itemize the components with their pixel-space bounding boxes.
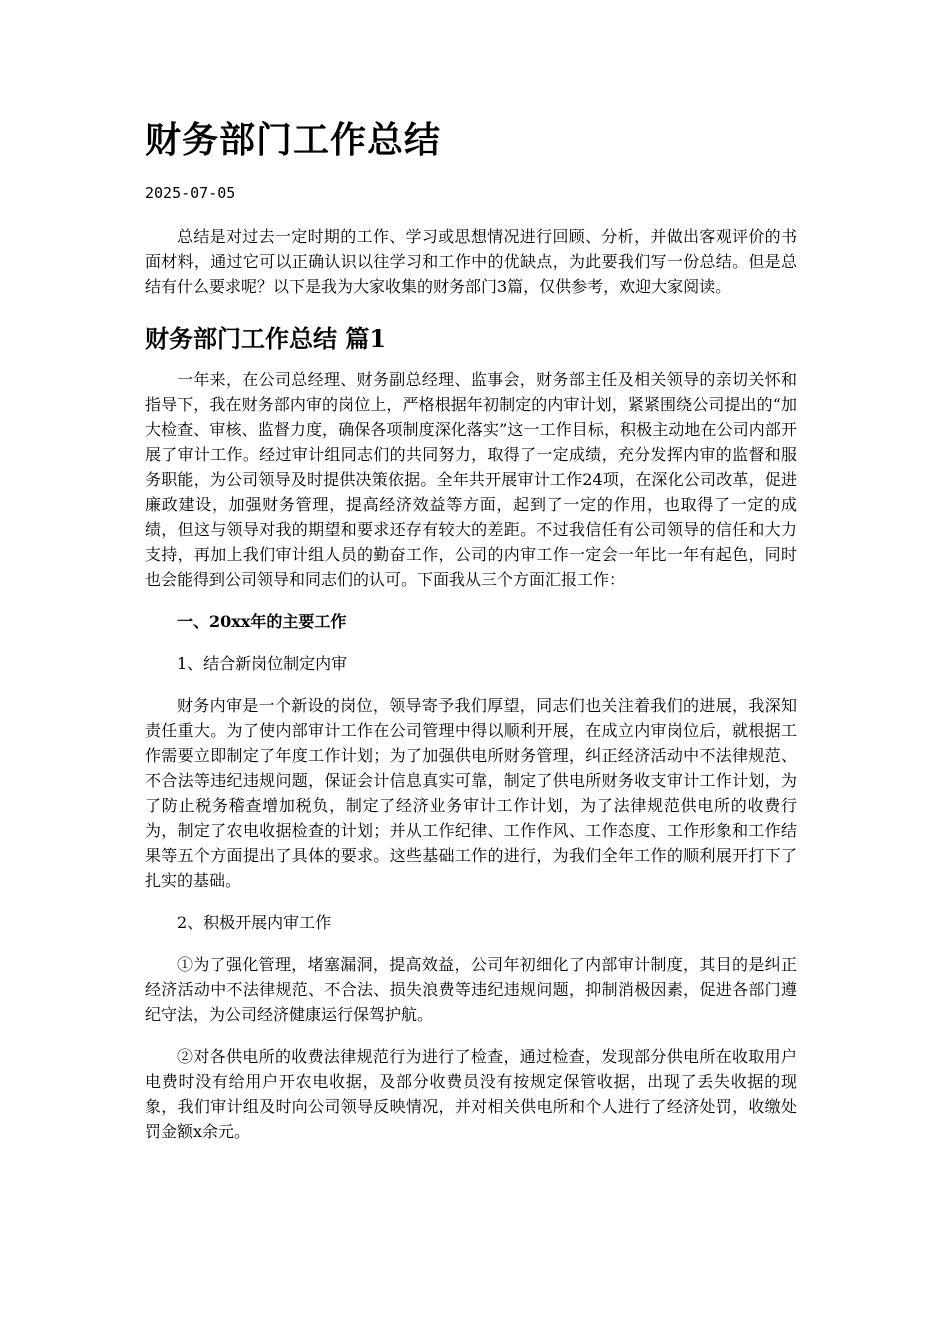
document-title: 财务部门工作总结 (145, 119, 442, 161)
intro-paragraph: 总结是对过去一定时期的工作、学习或思想情况进行回顾、分析，并做出客观评价的书面材料，通过它可以正确认识以往学习和工作中的优缺点，为此要我们写一份总结。但是总结有什么要求呢？以下是我为大家收集的财务部门3篇，仅供参考，欢迎大家阅读。 (145, 227, 797, 296)
list-item-heading: 1、结合新岗位制定内审 (177, 654, 348, 673)
body-paragraph: ①为了强化管理，堵塞漏洞，提高效益，公司年初细化了内部审计制度，其目的是纠正经济活动中不法律规范、不合法、损失浪费等违纪违规问题，抑制消极因素，促进各部门遵纪守法，为公司经济健康运行保驾护航。 (145, 955, 797, 1024)
body-paragraph: ②对各供电所的收费法律规范行为进行了检查，通过检查，发现部分供电所在收取用户电费时没有给用户开农电收据，及部分收费员没有按规定保管收据，出现了丢失收据的现象，我们审计组及时向公司领导反映情况，并对相关供电所和个人进行了经济处罚，收缴处罚金额x余元。 (145, 1047, 797, 1141)
subsection-heading: 一、20xx年的主要工作 (177, 612, 347, 631)
body-paragraph: 一年来，在公司总经理、财务副总经理、监事会，财务部主任及相关领导的亲切关怀和指导下，我在财务部内审的岗位上，严格根据年初制定的内审计划，紧紧围绕公司提出的“加大检查、审核、监督力度，确保各项制度深化落实”这一工作目标，积极主动地在公司内部开展了审计工作。经过审计组同志们的共同努力，取得了一定成绩，充分发挥内审的监督和服务职能，为公司领导及时提供决策依据。全年共开展审计工作24项，在深化公司改革，促进廉政建设，加强财务管理，提高经济效益等方面，起到了一定的作用，也取得了一定的成绩，但这与领导对我的期望和要求还存有较大的差距。不过我信任有公司领导的信任和大力支持，再加上我们审计组人员的勤奋工作，公司的内审工作一定会一年比一年有起色，同时也会能得到公司领导和同志们的认可。下面我从三个方面汇报工作： (145, 370, 797, 589)
body-paragraph: 财务内审是一个新设的岗位，领导寄予我们厚望，同志们也关注着我们的进展，我深知责任重大。为了使内部审计工作在公司管理中得以顺利开展，在成立内审岗位后，就根据工作需要立即制定了年度工作计划；为了加强供电所财务管理，纠正经济活动中不法律规范、不合法等违纪违规问题，保证会计信息真实可靠，制定了供电所财务收支审计工作计划，为了防止税务稽查增加税负，制定了经济业务审计工作计划，为了法律规范供电所的收费行为，制定了农电收据检查的计划；并从工作纪律、工作作风、工作态度、工作形象和工作结果等五个方面提出了具体的要求。这些基础工作的进行，为我们全年工作的顺利展开打下了扎实的基础。 (145, 696, 797, 890)
list-item-heading: 2、积极开展内审工作 (177, 913, 332, 932)
document-page (145, 110, 797, 1161)
document-date: 2025-07-05 (145, 184, 236, 202)
section-heading: 财务部门工作总结 篇1 (145, 324, 387, 353)
